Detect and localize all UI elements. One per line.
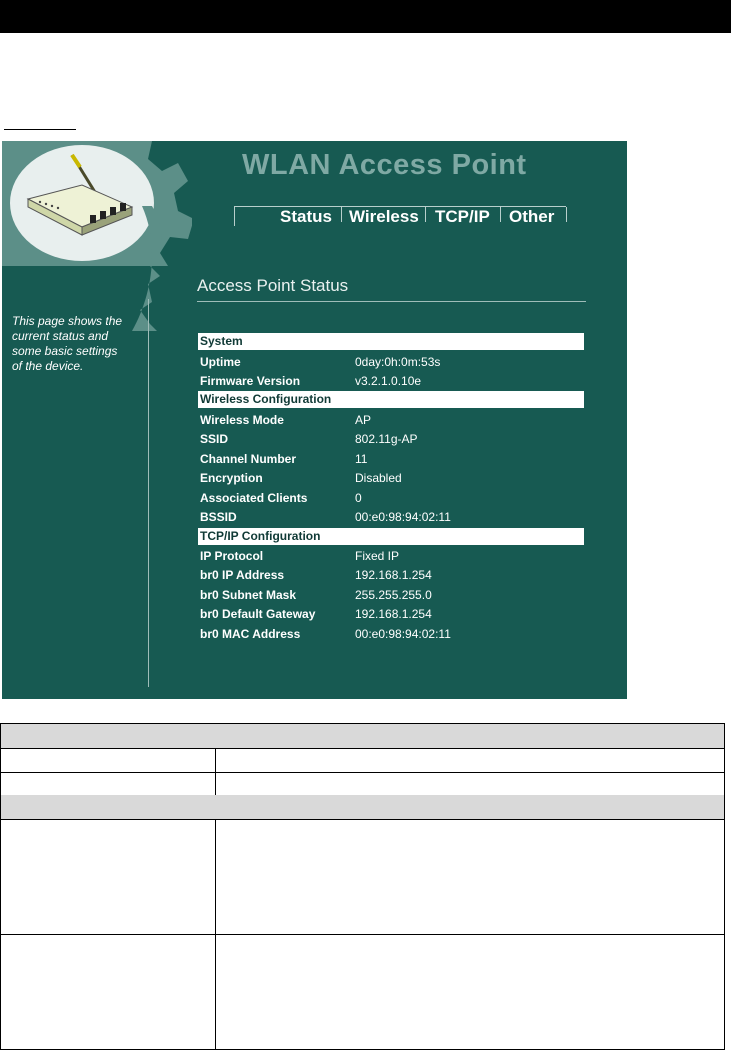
row-value-mac: 00:e0:98:94:02:11: [355, 627, 451, 641]
wlan-ap-status-screen: [2, 141, 627, 699]
table-rule: [1, 772, 724, 773]
sidebar-description-line: some basic settings: [12, 344, 118, 358]
row-value-ssid: 802.11g-AP: [355, 432, 418, 446]
sidebar-divider: [148, 299, 149, 687]
title-divider: [197, 301, 586, 302]
row-label-clients: Associated Clients: [200, 491, 308, 505]
row-label-encryption: Encryption: [200, 471, 263, 485]
row-value-wireless-mode: AP: [355, 413, 372, 427]
table-column-rule: [215, 748, 216, 795]
row-label-bssid: BSSID: [200, 510, 237, 524]
table-rule: [1, 934, 724, 935]
page-title: Access Point Status: [197, 276, 349, 295]
nav-separator: [500, 207, 501, 222]
sidebar-description-line: This page shows the: [12, 314, 123, 328]
nav-separator: [341, 207, 342, 222]
section-header-tcpip: TCP/IP Configuration: [198, 528, 584, 545]
row-label-gateway: br0 Default Gateway: [200, 607, 316, 621]
row-label-subnet: br0 Subnet Mask: [200, 588, 297, 602]
row-value-bssid: 00:e0:98:94:02:11: [355, 510, 451, 524]
tab-wireless[interactable]: Wireless: [349, 207, 419, 226]
row-value-gateway: 192.168.1.254: [355, 607, 432, 621]
table-column-rule: [215, 819, 216, 1050]
row-label-mac: br0 MAC Address: [200, 627, 301, 641]
row-value-channel: 11: [355, 452, 368, 466]
nav-separator: [425, 207, 426, 222]
nav-rule-left: [234, 206, 235, 226]
row-label-channel: Channel Number: [200, 452, 297, 466]
app-title: WLAN Access Point: [242, 149, 527, 181]
sidebar-description-line: of the device.: [12, 359, 84, 373]
row-value-ip-address: 192.168.1.254: [355, 568, 432, 582]
table-section-band: [1, 724, 724, 749]
row-label-ssid: SSID: [200, 432, 229, 446]
row-value-ip-protocol: Fixed IP: [355, 549, 400, 563]
sidebar-description-line: current status and: [12, 329, 109, 343]
row-value-uptime: 0day:0h:0m:53s: [355, 355, 441, 369]
row-value-firmware: v3.2.1.0.10e: [355, 374, 422, 388]
row-value-clients: 0: [355, 491, 362, 505]
section-header-system: System: [198, 333, 584, 350]
sidebar-description: [12, 314, 144, 374]
tab-tcpip[interactable]: TCP/IP: [435, 207, 490, 226]
tab-status[interactable]: Status: [280, 207, 332, 226]
document-heading: [4, 113, 76, 130]
row-value-subnet: 255.255.255.0: [355, 588, 432, 602]
row-value-encryption: Disabled: [355, 471, 402, 485]
table-section-band: [1, 795, 724, 820]
row-label-wireless-mode: Wireless Mode: [200, 413, 284, 427]
router-icon: [20, 149, 145, 239]
row-label-ip-address: br0 IP Address: [200, 568, 285, 582]
document-top-bar: [0, 0, 731, 33]
row-label-uptime: Uptime: [200, 355, 241, 369]
description-table: [0, 723, 725, 1050]
tab-other[interactable]: Other: [509, 207, 555, 226]
row-label-firmware: Firmware Version: [200, 374, 301, 388]
row-label-ip-protocol: IP Protocol: [200, 549, 264, 563]
section-header-wireless: Wireless Configuration: [198, 391, 584, 408]
nav-separator: [566, 207, 567, 222]
